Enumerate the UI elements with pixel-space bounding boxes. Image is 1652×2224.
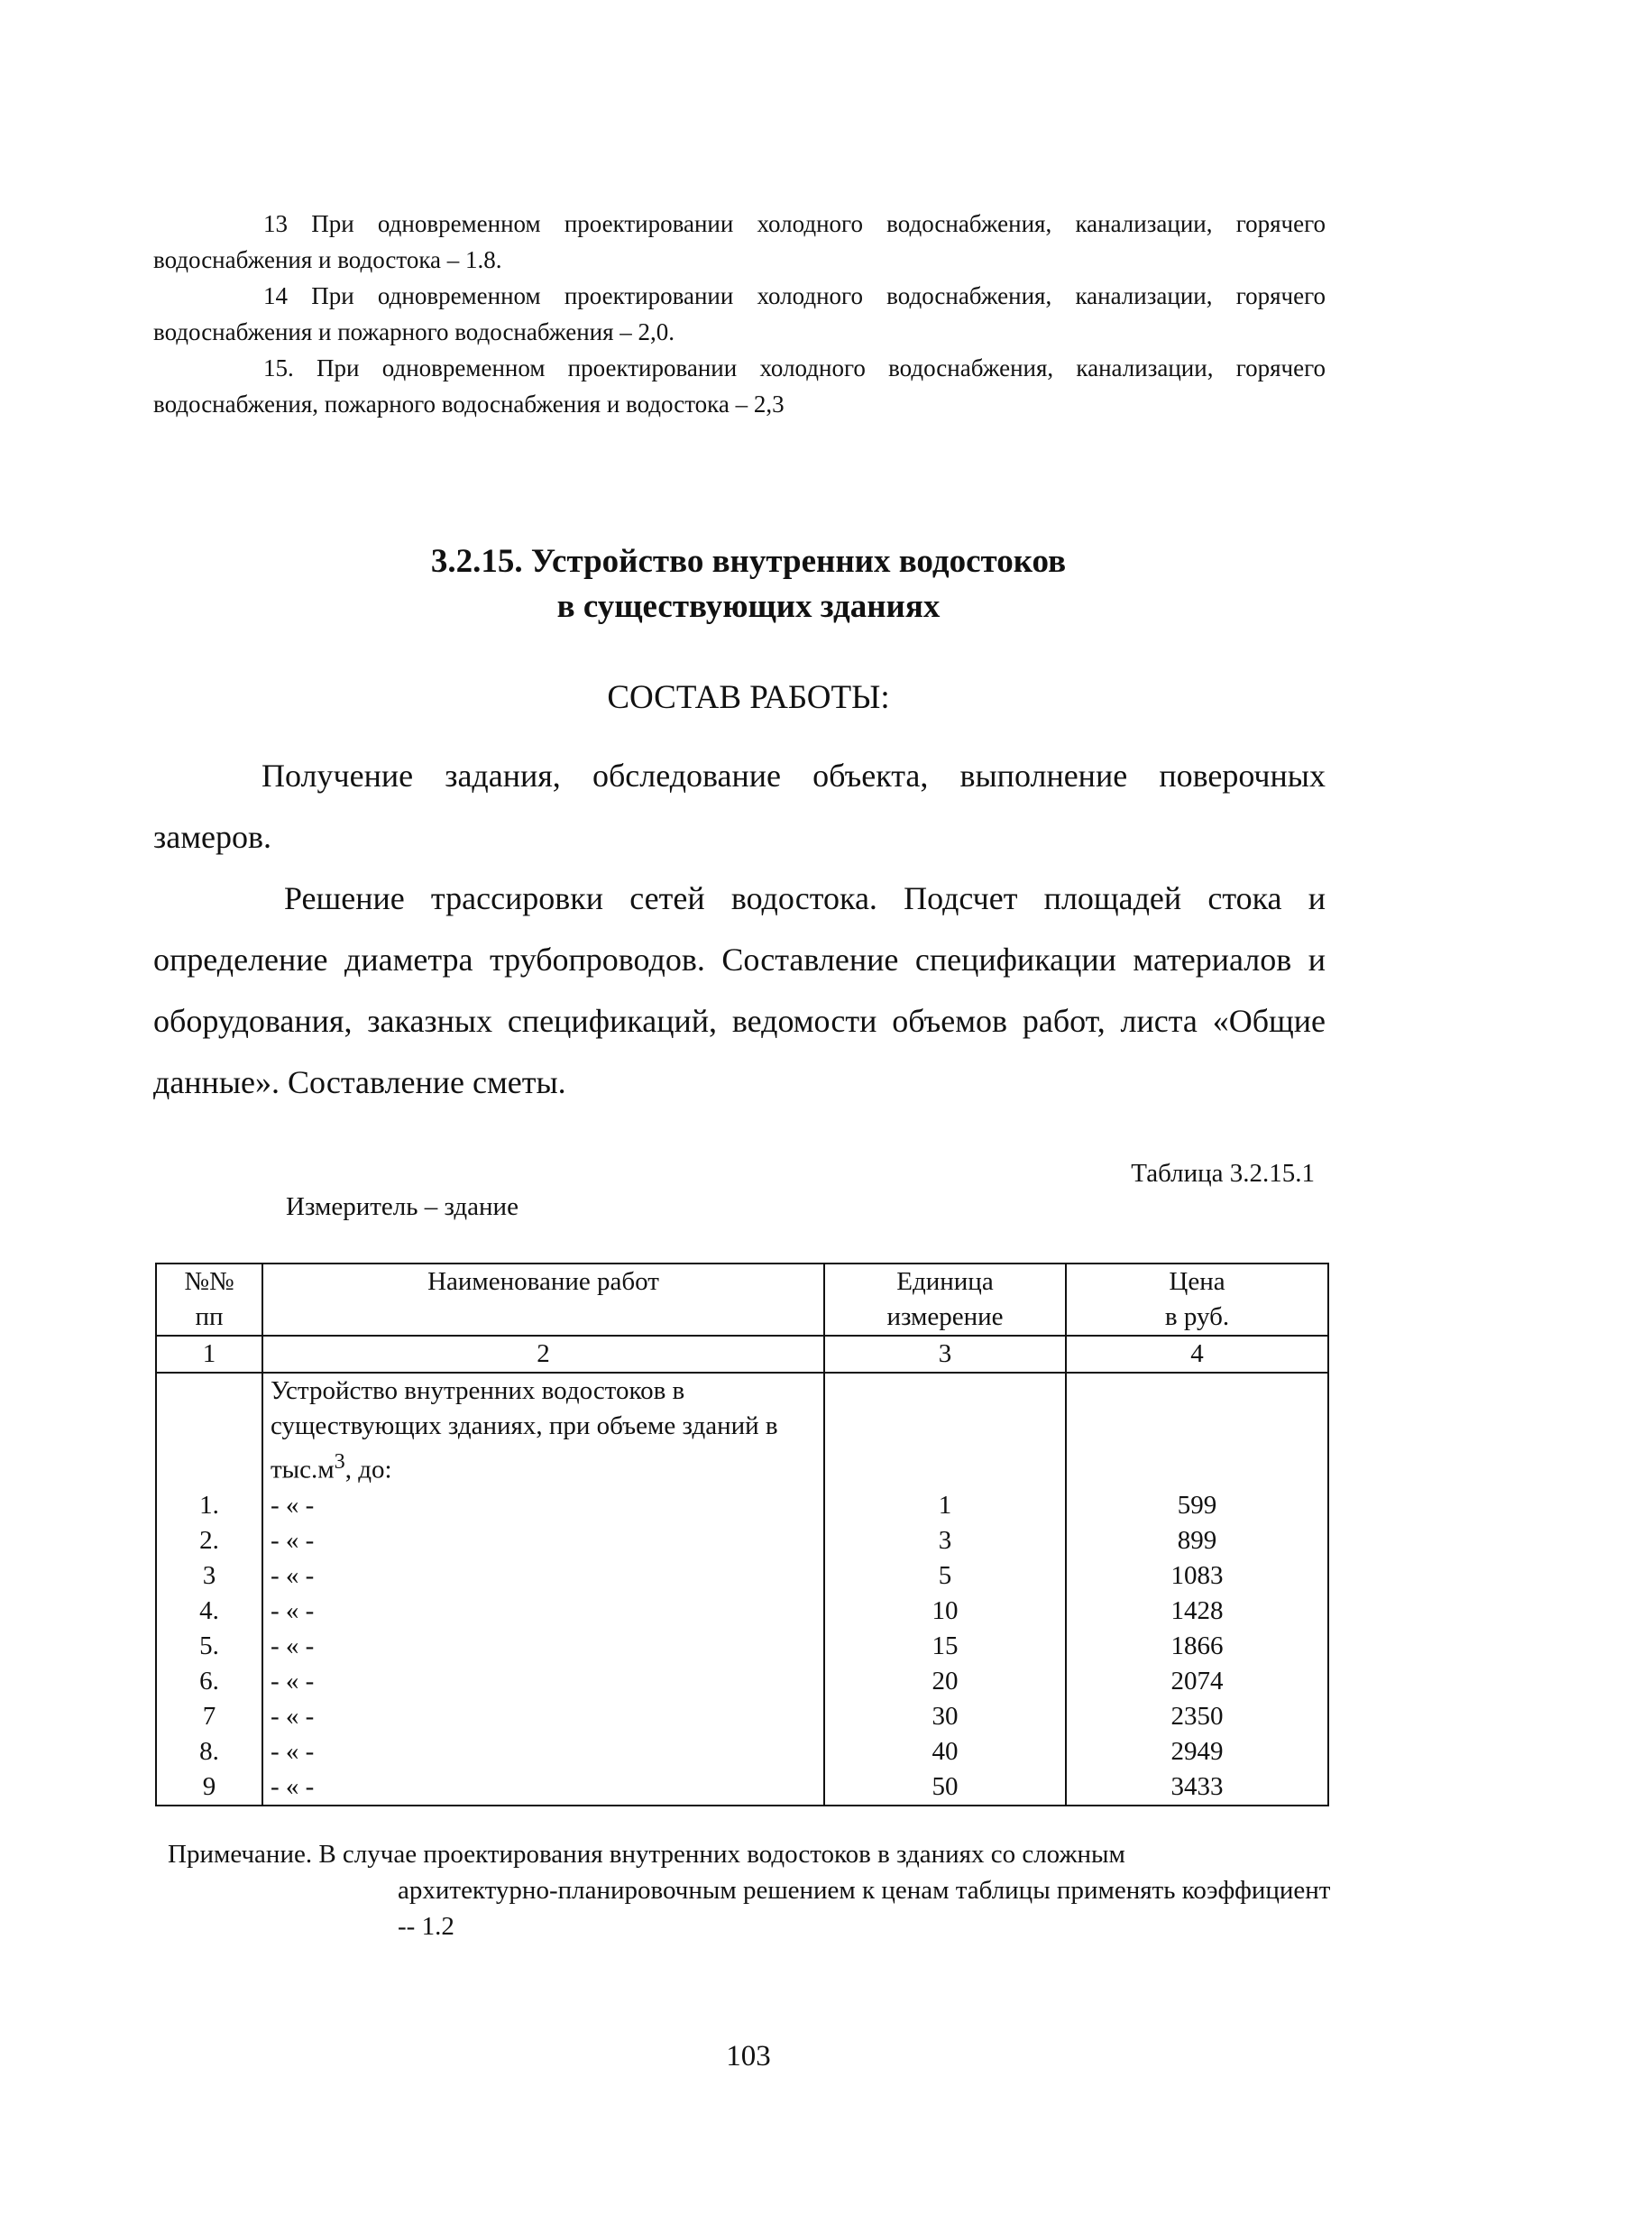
row-price: 899 [1066,1523,1328,1558]
coefficient-notes [153,206,1326,422]
row-unit: 50 [824,1769,1066,1806]
row-unit: 10 [824,1594,1066,1629]
column-number: 4 [1066,1336,1328,1373]
row-price: 599 [1066,1488,1328,1523]
table-row [156,1734,1328,1769]
row-name: - « - [262,1699,824,1734]
row-number: 3 [156,1558,262,1594]
section-heading-line-2: в существующих зданиях [556,588,941,625]
header-unit: Единица измерение [824,1264,1066,1336]
footnote-first-line: Примечание. В случае проектирования внутренних водостоков в зданиях со сложным [168,1840,1125,1869]
row-unit: 20 [824,1664,1066,1699]
row-unit: 30 [824,1699,1066,1734]
row-name: - « - [262,1664,824,1699]
column-numbers-row [156,1336,1328,1373]
page-number: 103 [726,2040,771,2072]
row-unit: 5 [824,1558,1066,1594]
price-table [155,1263,1329,1806]
table-row [156,1523,1328,1558]
footnote [168,1836,1340,1944]
table-row [156,1629,1328,1664]
note-14: 14 При одновременном проектировании холодного водоснабжения, канализации, горячего водоснабжения и пожарного водоснабжения – 2,0. [153,282,1326,345]
note-15: 15. При одновременном проектировании холодного водоснабжения, канализации, горячего водоснабжения, пожарного водоснабжения и водостока – 2,3 [153,354,1326,418]
work-description: Устройство внутренних водостоков в существующих зданиях, при объеме зданий в $тыс.м^3$, до: [262,1373,824,1488]
column-number: 1 [156,1336,262,1373]
row-number: 6. [156,1664,262,1699]
section-heading [0,539,1497,630]
footnote-rest: архитектурно-планировочным решением к ценам таблицы применять коэффициент -- 1.2 [398,1876,1331,1941]
row-price: 1866 [1066,1629,1328,1664]
work-composition-title: СОСТАВ РАБОТЫ: [607,679,890,716]
row-number: 9 [156,1769,262,1806]
row-name: - « - [262,1488,824,1523]
paragraph-1: Получение задания, обследование объекта, выполнение поверочных замеров. [153,758,1326,855]
row-price: 2074 [1066,1664,1328,1699]
row-number: 1. [156,1488,262,1523]
row-name: - « - [262,1734,824,1769]
table-row [156,1699,1328,1734]
table-row [156,1558,1328,1594]
table-row [156,1594,1328,1629]
table-row [156,1769,1328,1806]
header-name: Наименование работ [262,1264,824,1336]
row-name: - « - [262,1523,824,1558]
row-number: 8. [156,1734,262,1769]
row-name: - « - [262,1629,824,1664]
column-number: 3 [824,1336,1066,1373]
row-number: 2. [156,1523,262,1558]
table-label: Таблица 3.2.15.1 [1131,1159,1315,1188]
header-num: №№ пп [156,1264,262,1336]
header-price: Цена в руб. [1066,1264,1328,1336]
row-unit: 3 [824,1523,1066,1558]
row-price: 1083 [1066,1558,1328,1594]
paragraph-2: Решение трассировки сетей водостока. Подсчет площадей стока и определение диаметра трубопроводов. Составление спецификации материалов и оборудования, заказных спецификаций, ведомости объемов работ, листа «Общие данные». Составление сметы. [153,880,1326,1100]
table-row [156,1488,1328,1523]
table-header-row [156,1264,1328,1336]
row-name: - « - [262,1594,824,1629]
row-price: 2350 [1066,1699,1328,1734]
note-13: 13 При одновременном проектировании холодного водоснабжения, канализации, горячего водоснабжения и водостока – 1.8. [153,210,1326,273]
row-name: - « - [262,1558,824,1594]
section-heading-line-1: 3.2.15. Устройство внутренних водостоков [430,543,1067,580]
row-name: - « - [262,1769,824,1806]
row-price: 2949 [1066,1734,1328,1769]
row-price: 3433 [1066,1769,1328,1806]
table-row [156,1664,1328,1699]
work-composition-text [153,745,1326,1113]
row-price: 1428 [1066,1594,1328,1629]
row-number: 7 [156,1699,262,1734]
row-number: 5. [156,1629,262,1664]
meter-label: Измеритель – здание [286,1192,519,1221]
row-number: 4. [156,1594,262,1629]
description-row [156,1373,1328,1488]
row-unit: 1 [824,1488,1066,1523]
column-number: 2 [262,1336,824,1373]
row-unit: 40 [824,1734,1066,1769]
row-unit: 15 [824,1629,1066,1664]
